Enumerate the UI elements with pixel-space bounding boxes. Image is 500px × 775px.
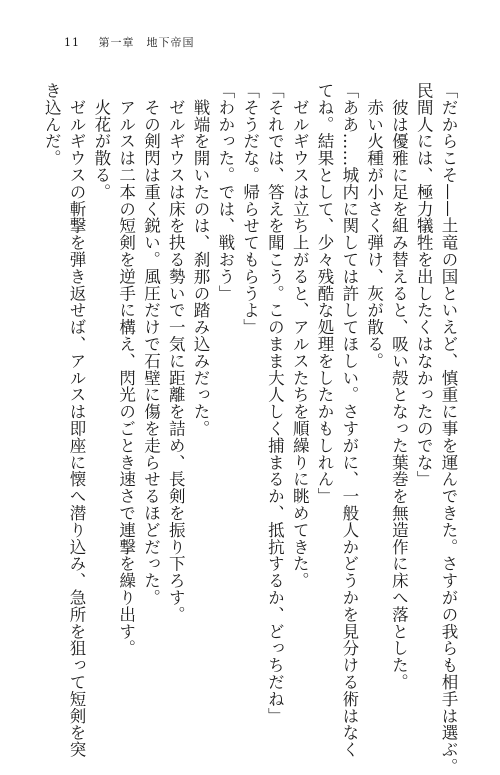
page-number: 11 [64, 36, 80, 49]
text-line: ゼルギウスの斬撃を弾き返せば、アルスは即座に懐へ潜り込み、急所を狙って短剣を突 [67, 82, 87, 758]
text-line: てね。結果として、少々残酷な処理をしたかもしれん」 [315, 82, 335, 505]
text-line: アルスは二本の短剣を逆手に構え、閃光のごとき速さで連撃を繰り出す。 [116, 82, 136, 657]
vertical-text-body [30, 82, 460, 775]
text-line: 民間人には、極力犠牲を出したくはなかったのでな」 [414, 82, 434, 488]
text-line: その剣閃は重く鋭い。風圧だけで石壁に傷を走らせるほどだった。 [141, 82, 161, 606]
text-line: 「そうだな。帰らせてもらうよ」 [240, 82, 260, 336]
text-line: ゼルギウスは立ち上がると、アルスたちを順繰りに眺めてきた。 [290, 82, 310, 589]
text-line: 「ああ……城内に関しては許してほしい。さすがに、一般人かどうかを見分ける術はなく [339, 82, 359, 758]
chapter-title: 第一章 地下帝国 [98, 36, 195, 49]
text-line: 赤い火種が小さく弾け、灰が散る。 [364, 82, 384, 370]
page-header [64, 34, 195, 50]
text-line: 戦端を開いたのは、刹那の踏み込みだった。 [191, 82, 211, 437]
text-line: 火花が散る。 [91, 82, 111, 201]
text-line: 「わかった。では、戦おう」 [215, 82, 235, 302]
text-line: 彼は優雅に足を組み替えると、吸い殻となった葉巻を無造作に床へ落とした。 [389, 82, 409, 691]
text-line: 「だからこそ——土竜の国といえど、慎重に事を運んできた。さすがの我らも相手は選ぶ。 [439, 82, 458, 775]
text-line: ゼルギウスは床を抉る勢いで一気に距離を詰め、長剣を振り下ろす。 [166, 82, 186, 623]
text-line: き込んだ。 [42, 82, 62, 167]
text-line: 「それでは、答えを聞こう。このまま大人しく捕まるか、抵抗するか、どっちだね」 [265, 82, 285, 725]
